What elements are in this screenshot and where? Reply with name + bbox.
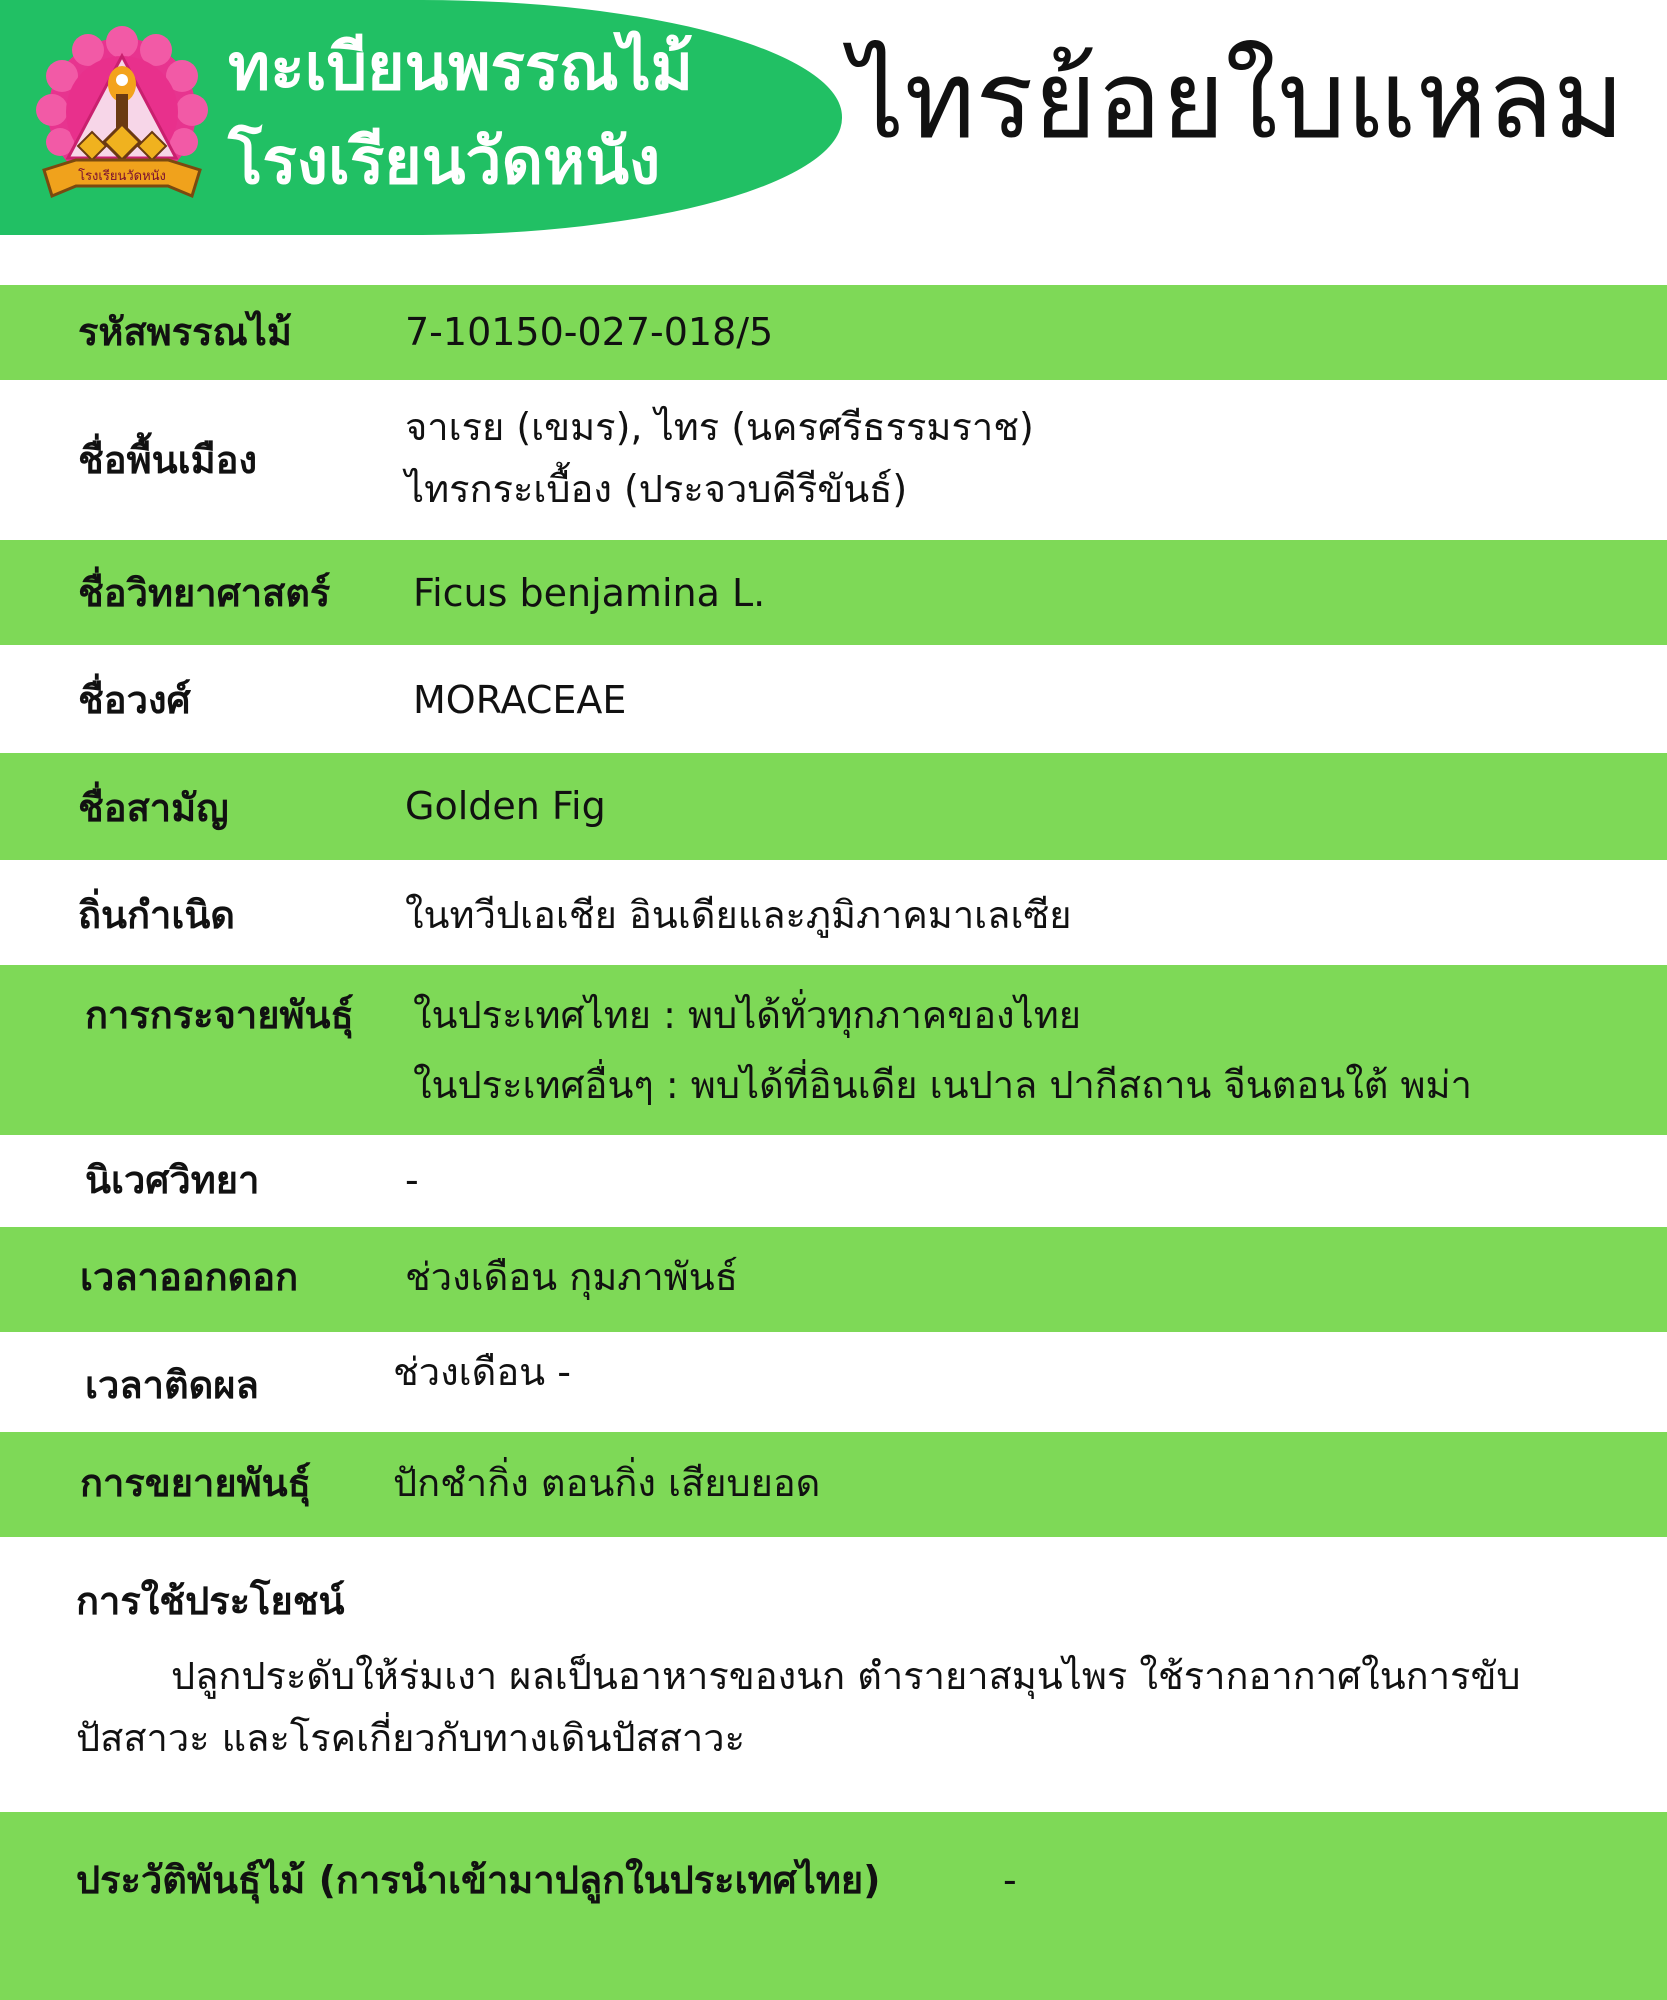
flowering-value: ช่วงเดือน กุมภาพันธ์	[405, 1255, 738, 1299]
uses-label: การใช้ประโยชน์	[76, 1579, 345, 1623]
row-distribution	[0, 965, 1667, 1135]
common-name-value: Golden Fig	[405, 784, 606, 828]
plant-name-title: ไทรย้อยใบแหลม	[850, 38, 1625, 163]
row-local-name	[0, 380, 1667, 540]
origin-label: ถิ่นกำเนิด	[78, 893, 235, 937]
fruiting-label: เวลาติดผล	[85, 1363, 259, 1407]
propagation-label: การขยายพันธุ์	[80, 1461, 311, 1505]
header-title-line2: โรงเรียนวัดหนัง	[228, 125, 661, 199]
row-flowering	[0, 1227, 1667, 1332]
family-label: ชื่อวงศ์	[78, 678, 191, 722]
flowering-label: เวลาออกดอก	[80, 1255, 299, 1299]
row-origin	[0, 860, 1667, 965]
row-code	[0, 285, 1667, 380]
row-common-name	[0, 753, 1667, 860]
local-name-value-1: จาเรย (เขมร), ไทร (นครศรีธรรมราช)	[405, 405, 1034, 449]
row-history	[0, 1812, 1667, 2000]
scientific-name-label: ชื่อวิทยาศาสตร์	[78, 571, 331, 615]
distribution-value-2: ในประเทศอื่นๆ : พบได้ที่อินเดีย เนปาล ปากีสถาน จีนตอนใต้ พม่า	[413, 1063, 1472, 1107]
row-propagation	[0, 1432, 1667, 1537]
code-label: รหัสพรรณไม้	[78, 310, 292, 354]
fruiting-value: ช่วงเดือน -	[393, 1350, 571, 1394]
ecology-label: นิเวศวิทยา	[85, 1158, 260, 1202]
code-value: 7-10150-027-018/5	[405, 310, 774, 354]
distribution-label: การกระจายพันธุ์	[85, 993, 354, 1037]
header-title-line1: ทะเบียนพรรณไม้	[228, 31, 693, 105]
scientific-name-value: Ficus benjamina L.	[413, 571, 766, 615]
family-value: MORACEAE	[413, 678, 627, 722]
logo-caption: โรงเรียนวัดหนัง	[78, 169, 166, 184]
header	[0, 0, 1667, 235]
propagation-value: ปักชำกิ่ง ตอนกิ่ง เสียบยอด	[393, 1461, 821, 1505]
row-scientific-name	[0, 540, 1667, 645]
local-name-value-2: ไทรกระเบื้อง (ประจวบคีรีขันธ์)	[405, 467, 908, 511]
row-family	[0, 645, 1667, 753]
school-logo-icon	[36, 20, 208, 212]
common-name-label: ชื่อสามัญ	[78, 786, 229, 830]
history-value: -	[1003, 1858, 1017, 1902]
row-fruiting	[0, 1332, 1667, 1432]
history-label: ประวัติพันธุ์ไม้ (การนำเข้ามาปลูกในประเทศไทย)	[76, 1858, 881, 1902]
ecology-value: -	[405, 1158, 419, 1202]
distribution-value-1: ในประเทศไทย : พบได้ทั่วทุกภาคของไทย	[413, 993, 1082, 1037]
origin-value: ในทวีปเอเชีย อินเดียและภูมิภาคมาเลเซีย	[405, 893, 1072, 937]
row-ecology	[0, 1135, 1667, 1227]
uses-text: ปลูกประดับให้ร่มเงา ผลเป็นอาหารของนก ตำรายาสมุนไพร ใช้รากอากาศในการขับปัสสาวะ และโรคเกี่ยวกับทางเดินปัสสาวะ	[76, 1654, 1521, 1760]
local-name-label: ชื่อพื้นเมือง	[78, 438, 258, 482]
